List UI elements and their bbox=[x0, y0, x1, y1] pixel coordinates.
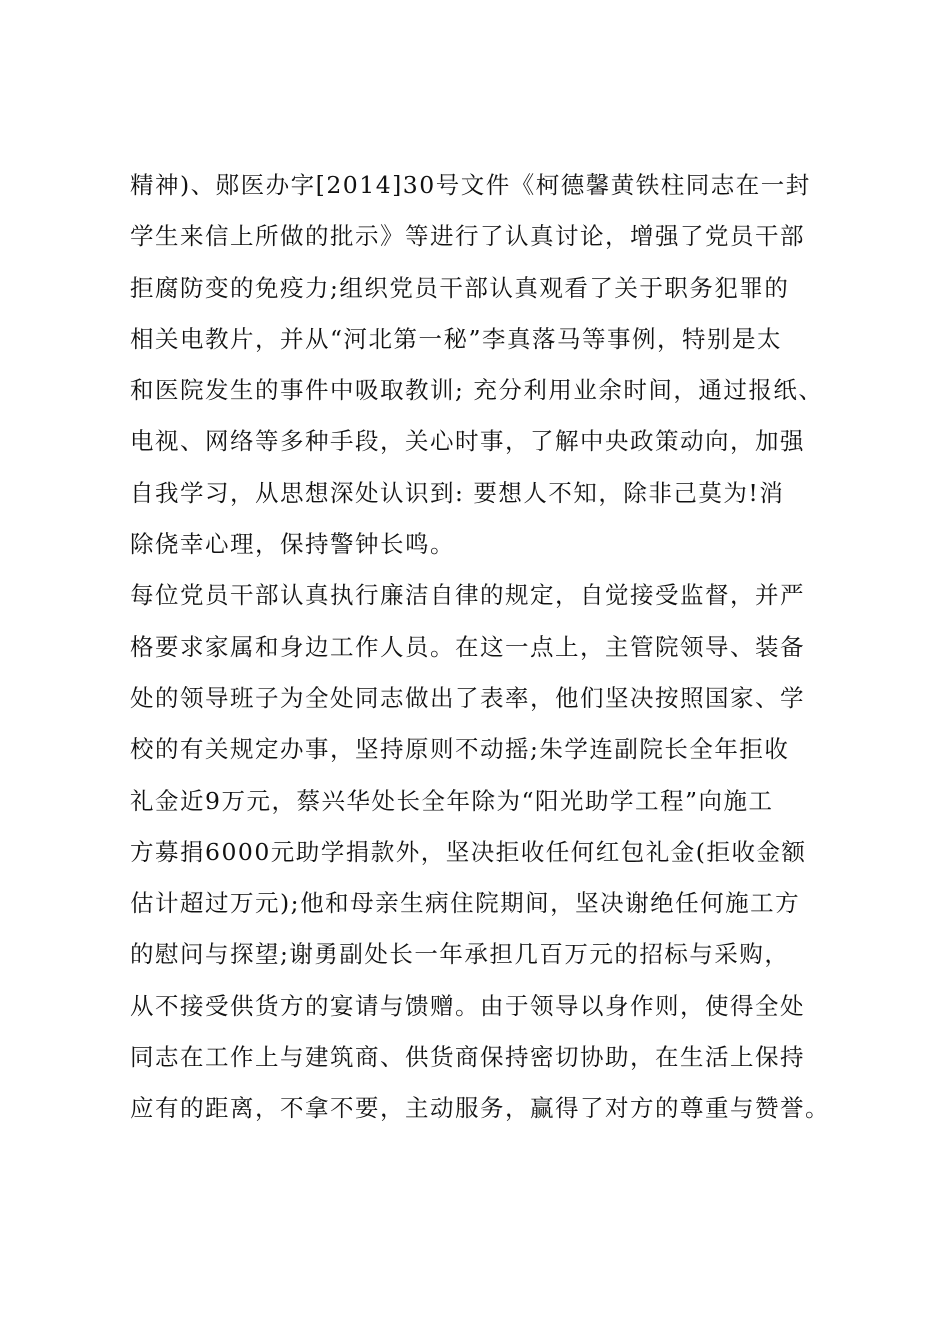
text-line: 和医院发生的事件中吸取教训; 充分利用业余时间，通过报纸、 bbox=[130, 376, 824, 405]
text-line: 自我学习，从思想深处认识到: 要想人不知，除非己莫为!消 bbox=[130, 478, 785, 507]
text-line: 礼金近9万元，蔡兴华处长全年除为“阳光助学工程”向施工 bbox=[130, 786, 774, 815]
text-line: 除侥幸心理，保持警钟长鸣。 bbox=[130, 530, 455, 559]
text-line: 每位党员干部认真执行廉洁自律的规定，自觉接受监督，并严 bbox=[130, 581, 805, 610]
text-line: 相关电教片，并从“河北第一秘”李真落马等事例，特别是太 bbox=[130, 324, 783, 353]
text-line: 方募捐6000元助学捐款外，坚决拒收任何红包礼金(拒收金额 bbox=[130, 837, 807, 866]
text-line: 处的领导班子为全处同志做出了表率，他们坚决按照国家、学 bbox=[130, 683, 805, 712]
text-line: 的慰问与探望;谢勇副处长一年承担几百万元的招标与采购， bbox=[130, 940, 790, 969]
text-line: 拒腐防变的免疫力;组织党员干部认真观看了关于职务犯罪的 bbox=[130, 273, 790, 302]
text-line: 校的有关规定办事，坚持原则不动摇;朱学连副院长全年拒收 bbox=[130, 735, 790, 764]
text-line: 估计超过万元);他和母亲生病住院期间，坚决谢绝任何施工方 bbox=[130, 889, 801, 918]
text-line: 格要求家属和身边工作人员。在这一点上，主管院领导、装备 bbox=[130, 632, 805, 661]
text-line: 应有的距离，不拿不要，主动服务，赢得了对方的尊重与赞誉。 bbox=[130, 1094, 830, 1123]
text-line: 电视、网络等多种手段，关心时事，了解中央政策动向，加强 bbox=[130, 427, 805, 456]
text-line: 从不接受供货方的宴请与馈赠。由于领导以身作则，使得全处 bbox=[130, 991, 805, 1020]
text-line: 学生来信上所做的批示》等进行了认真讨论，增强了党员干部 bbox=[130, 222, 805, 251]
body-text bbox=[130, 160, 830, 1135]
text-line: 同志在工作上与建筑商、供货商保持密切协助，在生活上保持 bbox=[130, 1043, 805, 1072]
text-line: 精神)、郧医办字[2014]30号文件《柯德馨黄铁柱同志在一封 bbox=[130, 171, 811, 199]
